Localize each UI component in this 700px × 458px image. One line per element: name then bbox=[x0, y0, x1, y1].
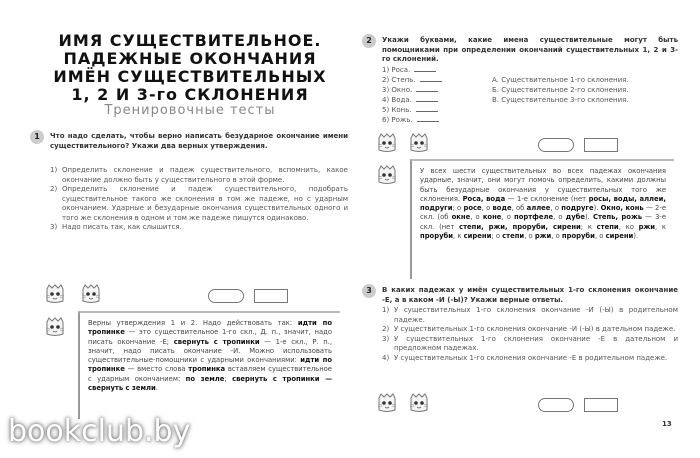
answer-explanation: У всех шести существительных во всех падежах окончания ударные, значит, они могут помочь определить, какими должны быть безударные окончания у существительных того же склонения. Роса, вода — 1-е склонение (нет росы, воды, аллеи, подруги; о росе, о воде, об аллее, о подруге). Окно, конь — 2-е скл. (об окне, о коне, о портфеле, о дубе). Степь, рожь — 3-е скл. (нет степи, ржи, проруби, сирени; к степи, ко ржи, к проруби, к сирени; о степи, о ржи, о проруби, о сирени). bbox=[410, 159, 674, 279]
option-text: У существительных 1-го склонения окончание -И (-Ы) в родительном падеже. bbox=[394, 306, 678, 324]
answer-box-field[interactable] bbox=[584, 398, 618, 412]
answer-blank[interactable] bbox=[416, 111, 438, 112]
word-number: 6) bbox=[382, 116, 390, 124]
option-number: 1) bbox=[382, 306, 390, 314]
answer-blank[interactable] bbox=[420, 81, 442, 82]
cat-mascot-icon bbox=[80, 283, 102, 305]
choice-list bbox=[492, 75, 672, 105]
option-item[interactable] bbox=[382, 354, 678, 364]
title-line: ИМЯ СУЩЕСТВИТЕЛЬНОЕ. bbox=[58, 31, 322, 50]
right-page bbox=[362, 0, 680, 458]
word-text: Рожь. bbox=[391, 116, 413, 124]
question-number: 3 bbox=[362, 284, 376, 298]
option-number: 4) bbox=[382, 353, 390, 362]
question-number: 2 bbox=[362, 34, 376, 48]
cat-mascot-icon bbox=[376, 132, 398, 154]
option-item[interactable] bbox=[50, 166, 348, 185]
word-number: 5) bbox=[382, 106, 390, 114]
option-text: Надо писать так, как слышится. bbox=[62, 223, 182, 231]
option-text: У существительных 1-го склонения окончание -Е в дательном и предложном падежах. bbox=[394, 334, 678, 352]
option-number: 2) bbox=[382, 325, 390, 333]
word-item[interactable] bbox=[382, 115, 502, 125]
cat-mascot-icon bbox=[408, 132, 430, 154]
answer-blank[interactable] bbox=[417, 121, 439, 122]
word-text: Роса. bbox=[391, 66, 411, 74]
question-text: В каких падежах у имён существительных 1-го склонения окончание -Е, а в каком -И (-Ы)? Укажи верные ответы. bbox=[382, 286, 678, 304]
answer-oval-field[interactable] bbox=[538, 138, 574, 152]
option-text: Определить склонение и падеж существительного, вспомнить, какое окончание должно быть у существительного в этой форме. bbox=[62, 166, 348, 184]
option-item[interactable] bbox=[382, 306, 678, 325]
word-text: Степь. bbox=[391, 76, 416, 84]
option-text: У существительных 1-го склонения окончание -И (-Ы) в дательном падеже. bbox=[394, 325, 676, 333]
word-text: Окно. bbox=[391, 86, 413, 94]
options-list bbox=[382, 306, 678, 363]
cat-mascot-icon bbox=[44, 283, 66, 305]
option-item[interactable] bbox=[382, 325, 678, 335]
question-number: 1 bbox=[30, 130, 44, 144]
cat-mascot-icon bbox=[376, 164, 398, 186]
option-number: 3) bbox=[50, 223, 58, 231]
word-item[interactable] bbox=[382, 75, 502, 85]
word-number: 3) bbox=[382, 86, 390, 94]
option-number: 2) bbox=[50, 185, 58, 193]
option-item[interactable] bbox=[50, 223, 348, 233]
option-text: У существительных 1-го склонения окончание -Е в родительном падеже. bbox=[394, 353, 668, 362]
left-page bbox=[30, 0, 350, 458]
choice-item: А. Существительное 1-го склонения. bbox=[492, 76, 629, 84]
section-subtitle: Тренировочные тесты bbox=[104, 103, 276, 118]
watermark-logo: bookclub.by bbox=[8, 414, 191, 449]
answer-blank[interactable] bbox=[416, 101, 438, 102]
answer-box-field[interactable] bbox=[584, 138, 618, 152]
question-text: Укажи буквами, какие имена существительные могут быть помощниками при определении окончаний существительных 1, 2 и 3-го склонений. bbox=[382, 36, 678, 63]
answer-blank[interactable] bbox=[414, 71, 436, 72]
word-text: Вода. bbox=[391, 96, 412, 104]
word-number: 2) bbox=[382, 76, 390, 84]
word-item[interactable] bbox=[382, 95, 502, 105]
title-line: 1, 2 И 3-го СКЛОНЕНИЯ bbox=[71, 85, 309, 104]
word-item[interactable] bbox=[382, 105, 502, 115]
word-number: 1) bbox=[382, 66, 390, 74]
word-text: Конь. bbox=[391, 106, 412, 114]
title-line: ИМЁН СУЩЕСТВИТЕЛЬНЫХ bbox=[53, 67, 327, 86]
option-number: 3) bbox=[382, 334, 390, 343]
cat-mascot-icon bbox=[44, 316, 66, 338]
options-list bbox=[50, 166, 348, 233]
word-item[interactable] bbox=[382, 85, 502, 95]
answer-box-field[interactable] bbox=[254, 289, 288, 303]
word-item[interactable] bbox=[382, 65, 502, 75]
option-item[interactable] bbox=[50, 185, 348, 223]
answer-blank[interactable] bbox=[416, 91, 438, 92]
option-text: Определить склонение и падеж существительного, подобрать существительное такого же склонения в том же падеже, но с ударным окончанием. Ударные и безударные окончания существительных одного и того же склонения в одном и том же падеже пишутся одинаково. bbox=[62, 185, 348, 222]
choice-item: В. Существительное 3-го склонения. bbox=[492, 96, 629, 104]
option-number: 1) bbox=[50, 166, 58, 174]
word-list bbox=[382, 65, 502, 125]
cat-mascot-icon bbox=[408, 392, 430, 414]
option-item[interactable] bbox=[382, 335, 678, 354]
answer-oval-field[interactable] bbox=[538, 398, 574, 412]
page-number: 13 bbox=[662, 420, 672, 428]
answer-explanation: Верны утверждения 1 и 2. Надо действовать так: идти по тропинке — это существительное 1-го скл., Д. п., значит, надо писать окончание -Е; свернуть с тропинки — 1-е скл., Р. п., значит, надо писать окончание -И. Можно использовать существительные-помощники с ударными окончаниями: идти по тропинке — вместо слова тропинка вставляем существительное с ударным окончанием: по земле; свернуть с тропинки — свернуть с земли. bbox=[78, 311, 340, 419]
question-text: Что надо сделать, чтобы верно написать безударное окончание имени существительного? Укажи два верных утверждения. bbox=[50, 132, 348, 150]
word-number: 4) bbox=[382, 96, 390, 104]
cat-mascot-icon bbox=[376, 392, 398, 414]
choice-item: Б. Существительное 2-го склонения. bbox=[492, 86, 629, 94]
page-title bbox=[30, 32, 350, 104]
answer-oval-field[interactable] bbox=[208, 289, 244, 303]
title-line: ПАДЕЖНЫЕ ОКОНЧАНИЯ bbox=[63, 49, 317, 68]
